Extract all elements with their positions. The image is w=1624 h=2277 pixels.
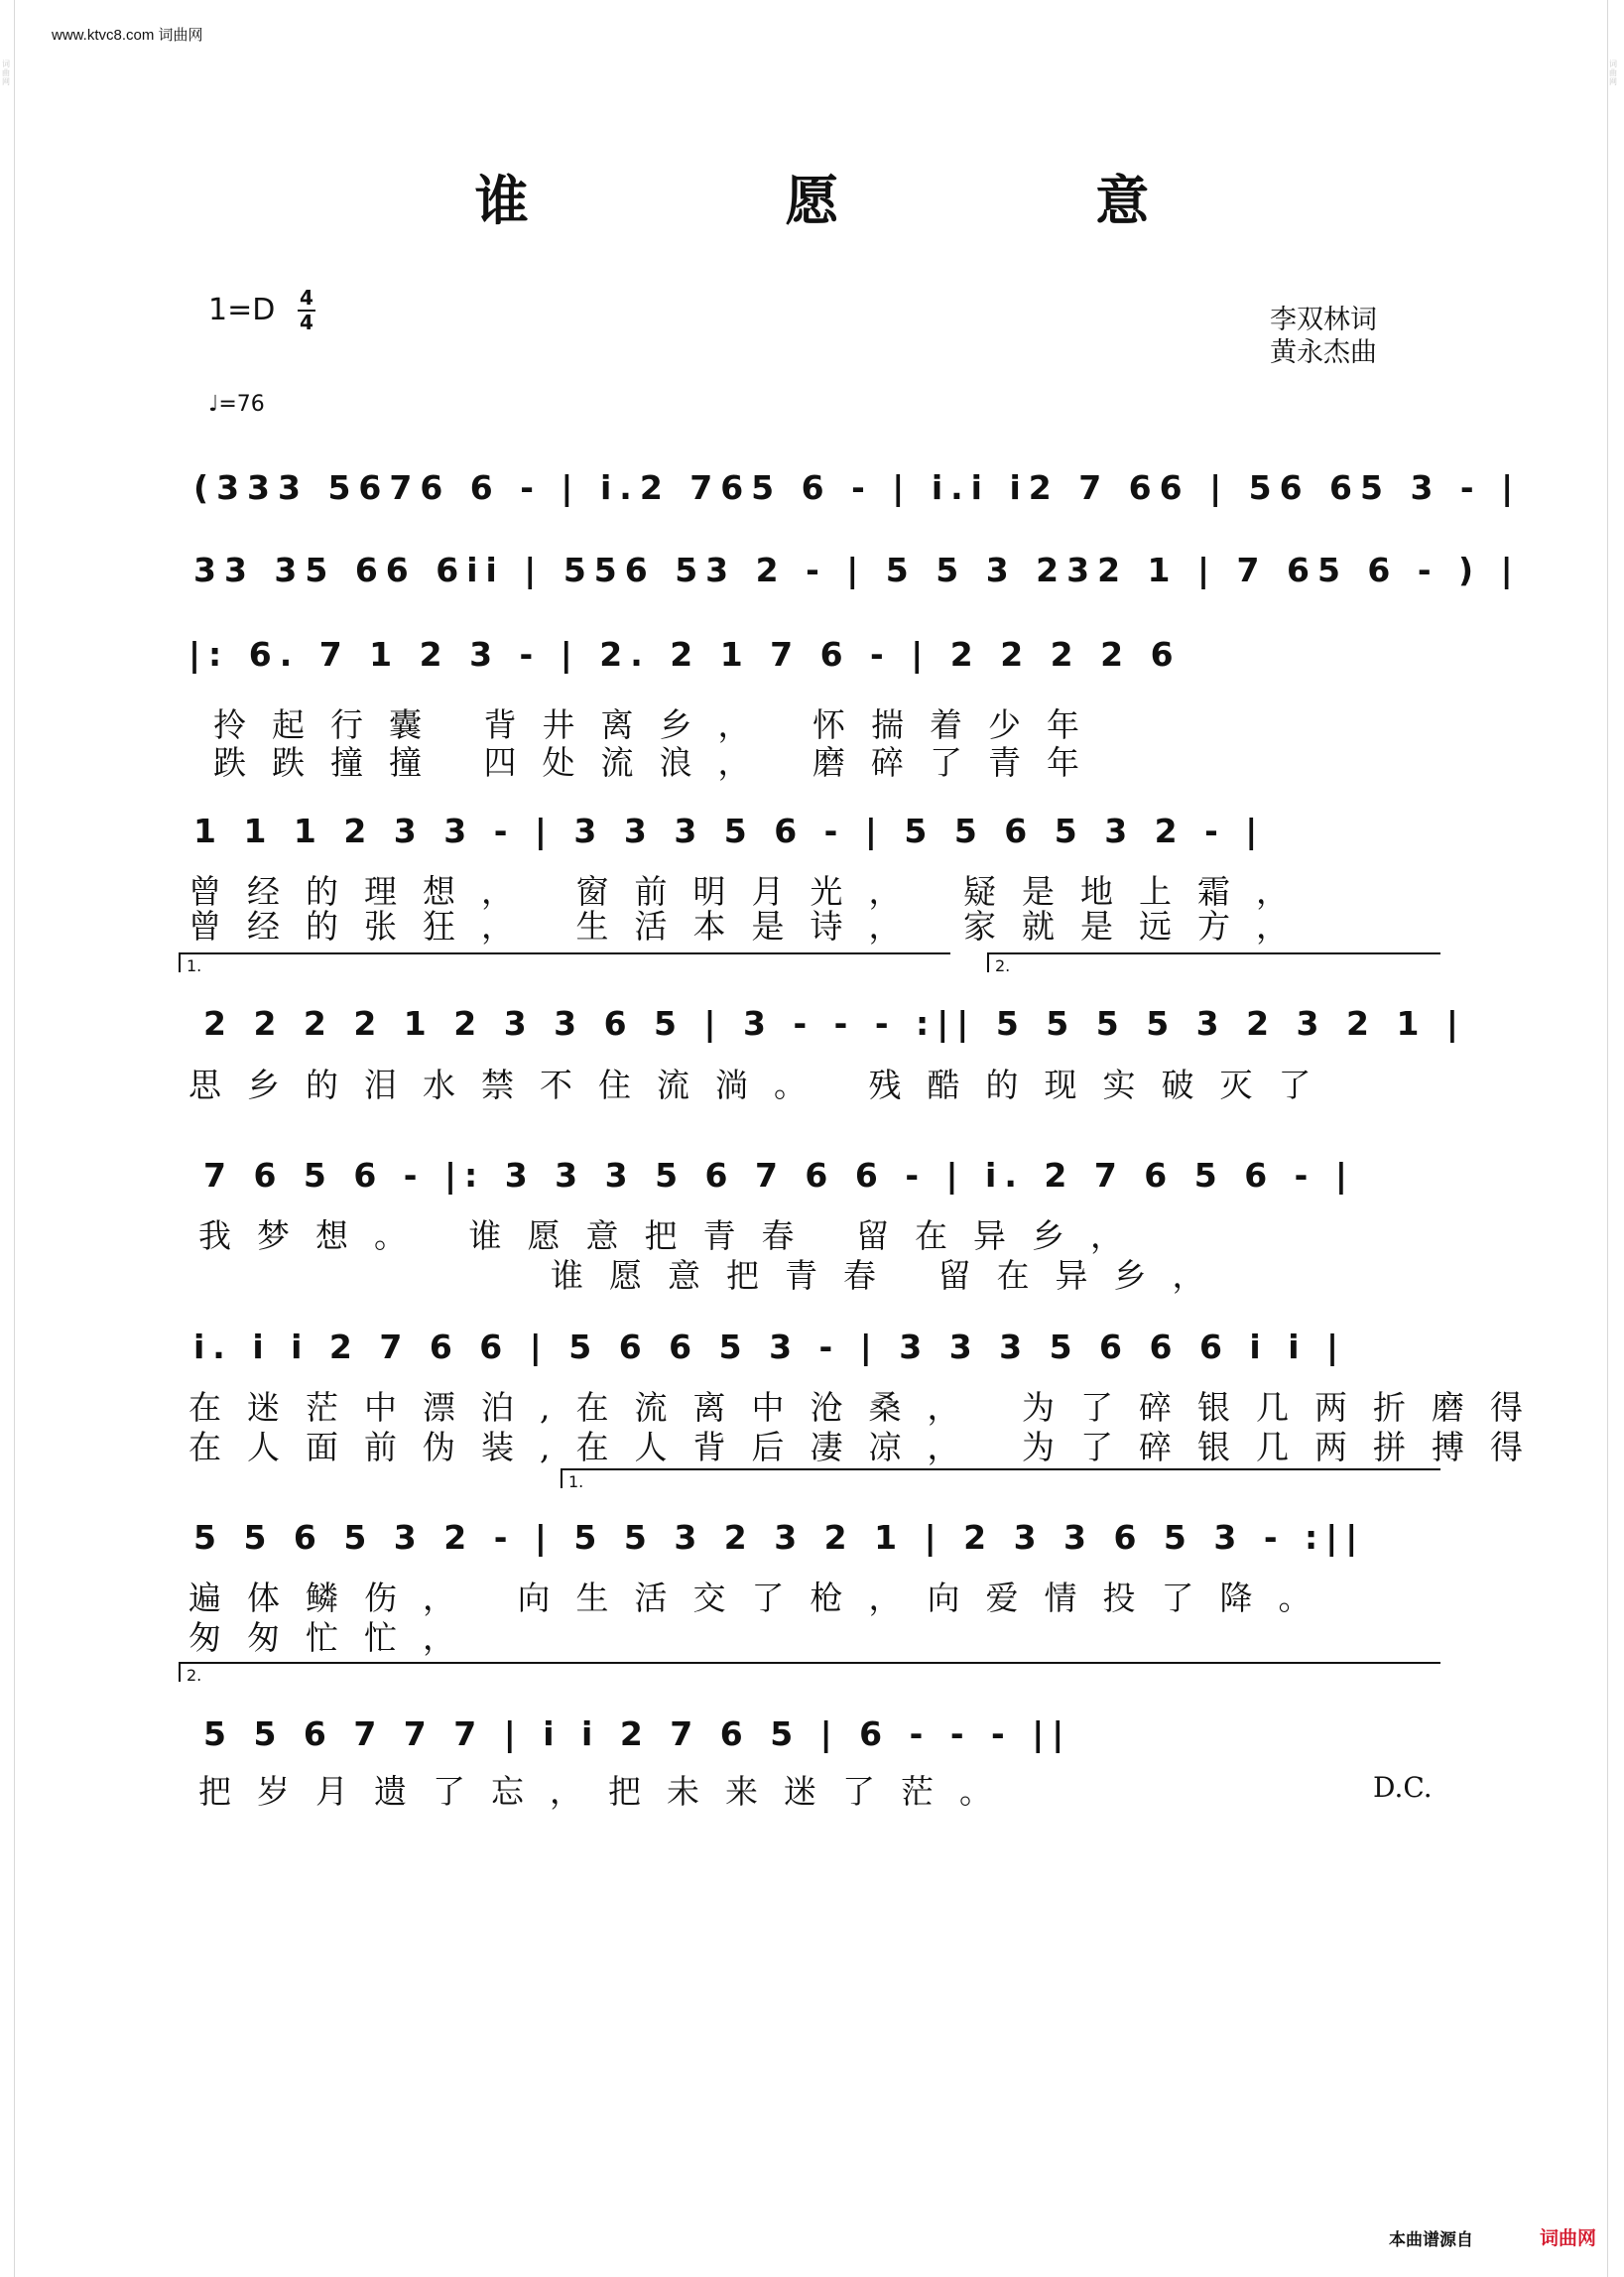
lyricist-credit: 李双林词 (1270, 305, 1377, 335)
notation-row-5: 2 2 2 2 1 2 3 3 6 5 | 3 - - - :|| 5 5 5 5 3 2 3 2 1 | (203, 1004, 1466, 1043)
time-signature-top: 4 (300, 286, 313, 310)
page-title: 谁 愿 意 (474, 170, 1269, 232)
footer-source-label: 本曲谱源自 (1389, 2230, 1473, 2250)
lyrics-row-4-verse-2: 曾经的张狂， 生活本是诗， 家就是远方， (188, 907, 1314, 946)
footer-brand-logo: 词曲网 (1540, 2227, 1597, 2249)
notation-row-6: 7 6 5 6 - |: 3 3 3 5 6 7 6 6 - | i. 2 7 6 5 6 - | (203, 1156, 1355, 1195)
da-capo-mark: D.C. (1373, 1771, 1433, 1804)
first-ending-bracket-2 (561, 1468, 1440, 1491)
second-ending-label: 2. (995, 956, 1011, 975)
notation-row-9: 5 5 6 7 7 7 | i i 2 7 6 5 | 6 - - - || (203, 1714, 1072, 1753)
side-watermark-left: 词曲网 (2, 60, 10, 86)
lyrics-row-6-verse-2: 谁愿意把青春 留在异乡， (551, 1256, 1231, 1295)
composer-credit: 黄永杰曲 (1270, 337, 1377, 368)
second-ending-bracket (987, 952, 1440, 975)
lyrics-row-7-verse-2: 在人面前伪装,在人背后凄凉， 为了碎银几两拼搏得 (188, 1428, 1549, 1466)
notation-row-8: 5 5 6 5 3 2 - | 5 5 3 2 3 2 1 | 2 3 3 6 5 3 - :|| (193, 1518, 1366, 1557)
first-ending-label-2: 1. (568, 1472, 584, 1491)
notation-row-2: 33 35 66 6ii | 556 53 2 - | 5 5 3 232 1 | 7 65 6 - ) | (193, 551, 1521, 589)
side-watermark-right: 词曲网 (1609, 60, 1617, 86)
site-url: www.ktvc8.com 词曲网 (52, 27, 203, 44)
lyrics-row-9-verse-1: 把岁月遗了忘，把未来迷了茫。 (198, 1772, 1018, 1811)
time-signature-bottom: 4 (300, 311, 313, 334)
second-ending-label-2: 2. (187, 1666, 202, 1685)
lyrics-row-6-verse-1: 我梦想。 谁愿意把青春 留在异乡， (198, 1216, 1149, 1255)
time-signature (298, 288, 315, 333)
tempo-mark: ♩=76 (208, 392, 265, 417)
right-margin-line (1607, 0, 1608, 2277)
lyrics-row-4-verse-1: 曾经的理想， 窗前明月光， 疑是地上霜， (188, 872, 1314, 911)
lyrics-row-8-verse-2: 匆匆忙忙， (188, 1618, 481, 1657)
key-signature: 1=D (208, 293, 276, 327)
notation-row-3: |: 6. 7 1 2 3 - | 2. 2 1 7 6 - | 2 2 2 2 6 (188, 635, 1182, 674)
first-ending-bracket (179, 952, 950, 975)
lyrics-row-7-verse-1: 在迷茫中漂泊,在流离中沧桑， 为了碎银几两折磨得 (188, 1388, 1549, 1427)
lyrics-row-8-verse-1: 遍体鳞伤， 向生活交了枪，向爱情投了降。 (188, 1579, 1337, 1617)
first-ending-label: 1. (187, 956, 202, 975)
left-margin-line (14, 0, 15, 2277)
notation-row-7: i. i i 2 7 6 6 | 5 6 6 5 3 - | 3 3 3 5 6 6 6 i i | (193, 1328, 1347, 1366)
notation-row-1: (333 5676 6 - | i.2 765 6 - | i.i i2 7 66 | 56 65 3 - | (193, 468, 1522, 507)
lyrics-row-3-verse-1: 拎起行囊 背井离乡， 怀揣着少年 (213, 705, 1105, 744)
notation-row-4: 1 1 1 2 3 3 - | 3 3 3 5 6 - | 5 5 6 5 3 2 - | (193, 812, 1266, 850)
second-ending-bracket-2 (179, 1662, 1440, 1685)
lyrics-row-5-verse-1: 思乡的泪水禁不住流淌。 残酷的现实破灭了 (188, 1066, 1337, 1104)
lyrics-row-3-verse-2: 跌跌撞撞 四处流浪， 磨碎了青年 (213, 743, 1105, 782)
